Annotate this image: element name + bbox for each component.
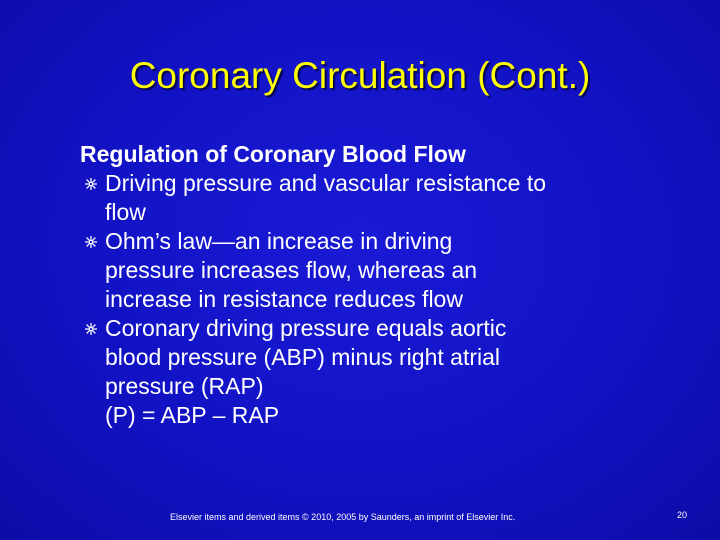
bullet-text-line: increase in resistance reduces flow [105, 286, 463, 312]
bullet-item [80, 227, 680, 314]
decorative-bullet-icon [84, 235, 98, 249]
bullet-text-line: pressure (RAP) [105, 373, 264, 399]
bullet-formula-line: (P) = ABP – RAP [105, 402, 280, 428]
bullet-text-line: Ohm’s law—an increase in driving [105, 228, 453, 254]
copyright-footer: Elsevier items and derived items © 2010, 2005 by Saunders, an imprint of Elsevier Inc. [170, 512, 516, 522]
bullet-text-line: flow [105, 199, 146, 225]
bullet-text-line: Driving pressure and vascular resistance to [105, 170, 547, 196]
slide-title: Coronary Circulation (Cont.) [129, 55, 591, 96]
bullet-text-line: pressure increases flow, whereas an [105, 257, 478, 283]
slide-body [80, 140, 680, 430]
page-number: 20 [677, 510, 688, 520]
decorative-bullet-icon [84, 177, 98, 191]
bullet-text-line: blood pressure (ABP) minus right atrial [105, 344, 500, 370]
decorative-bullet-icon [84, 322, 98, 336]
section-heading: Regulation of Coronary Blood Flow [80, 141, 466, 167]
bullet-item [80, 314, 680, 430]
bullet-text-line: Coronary driving pressure equals aortic [105, 315, 507, 341]
bullet-item [80, 169, 680, 227]
